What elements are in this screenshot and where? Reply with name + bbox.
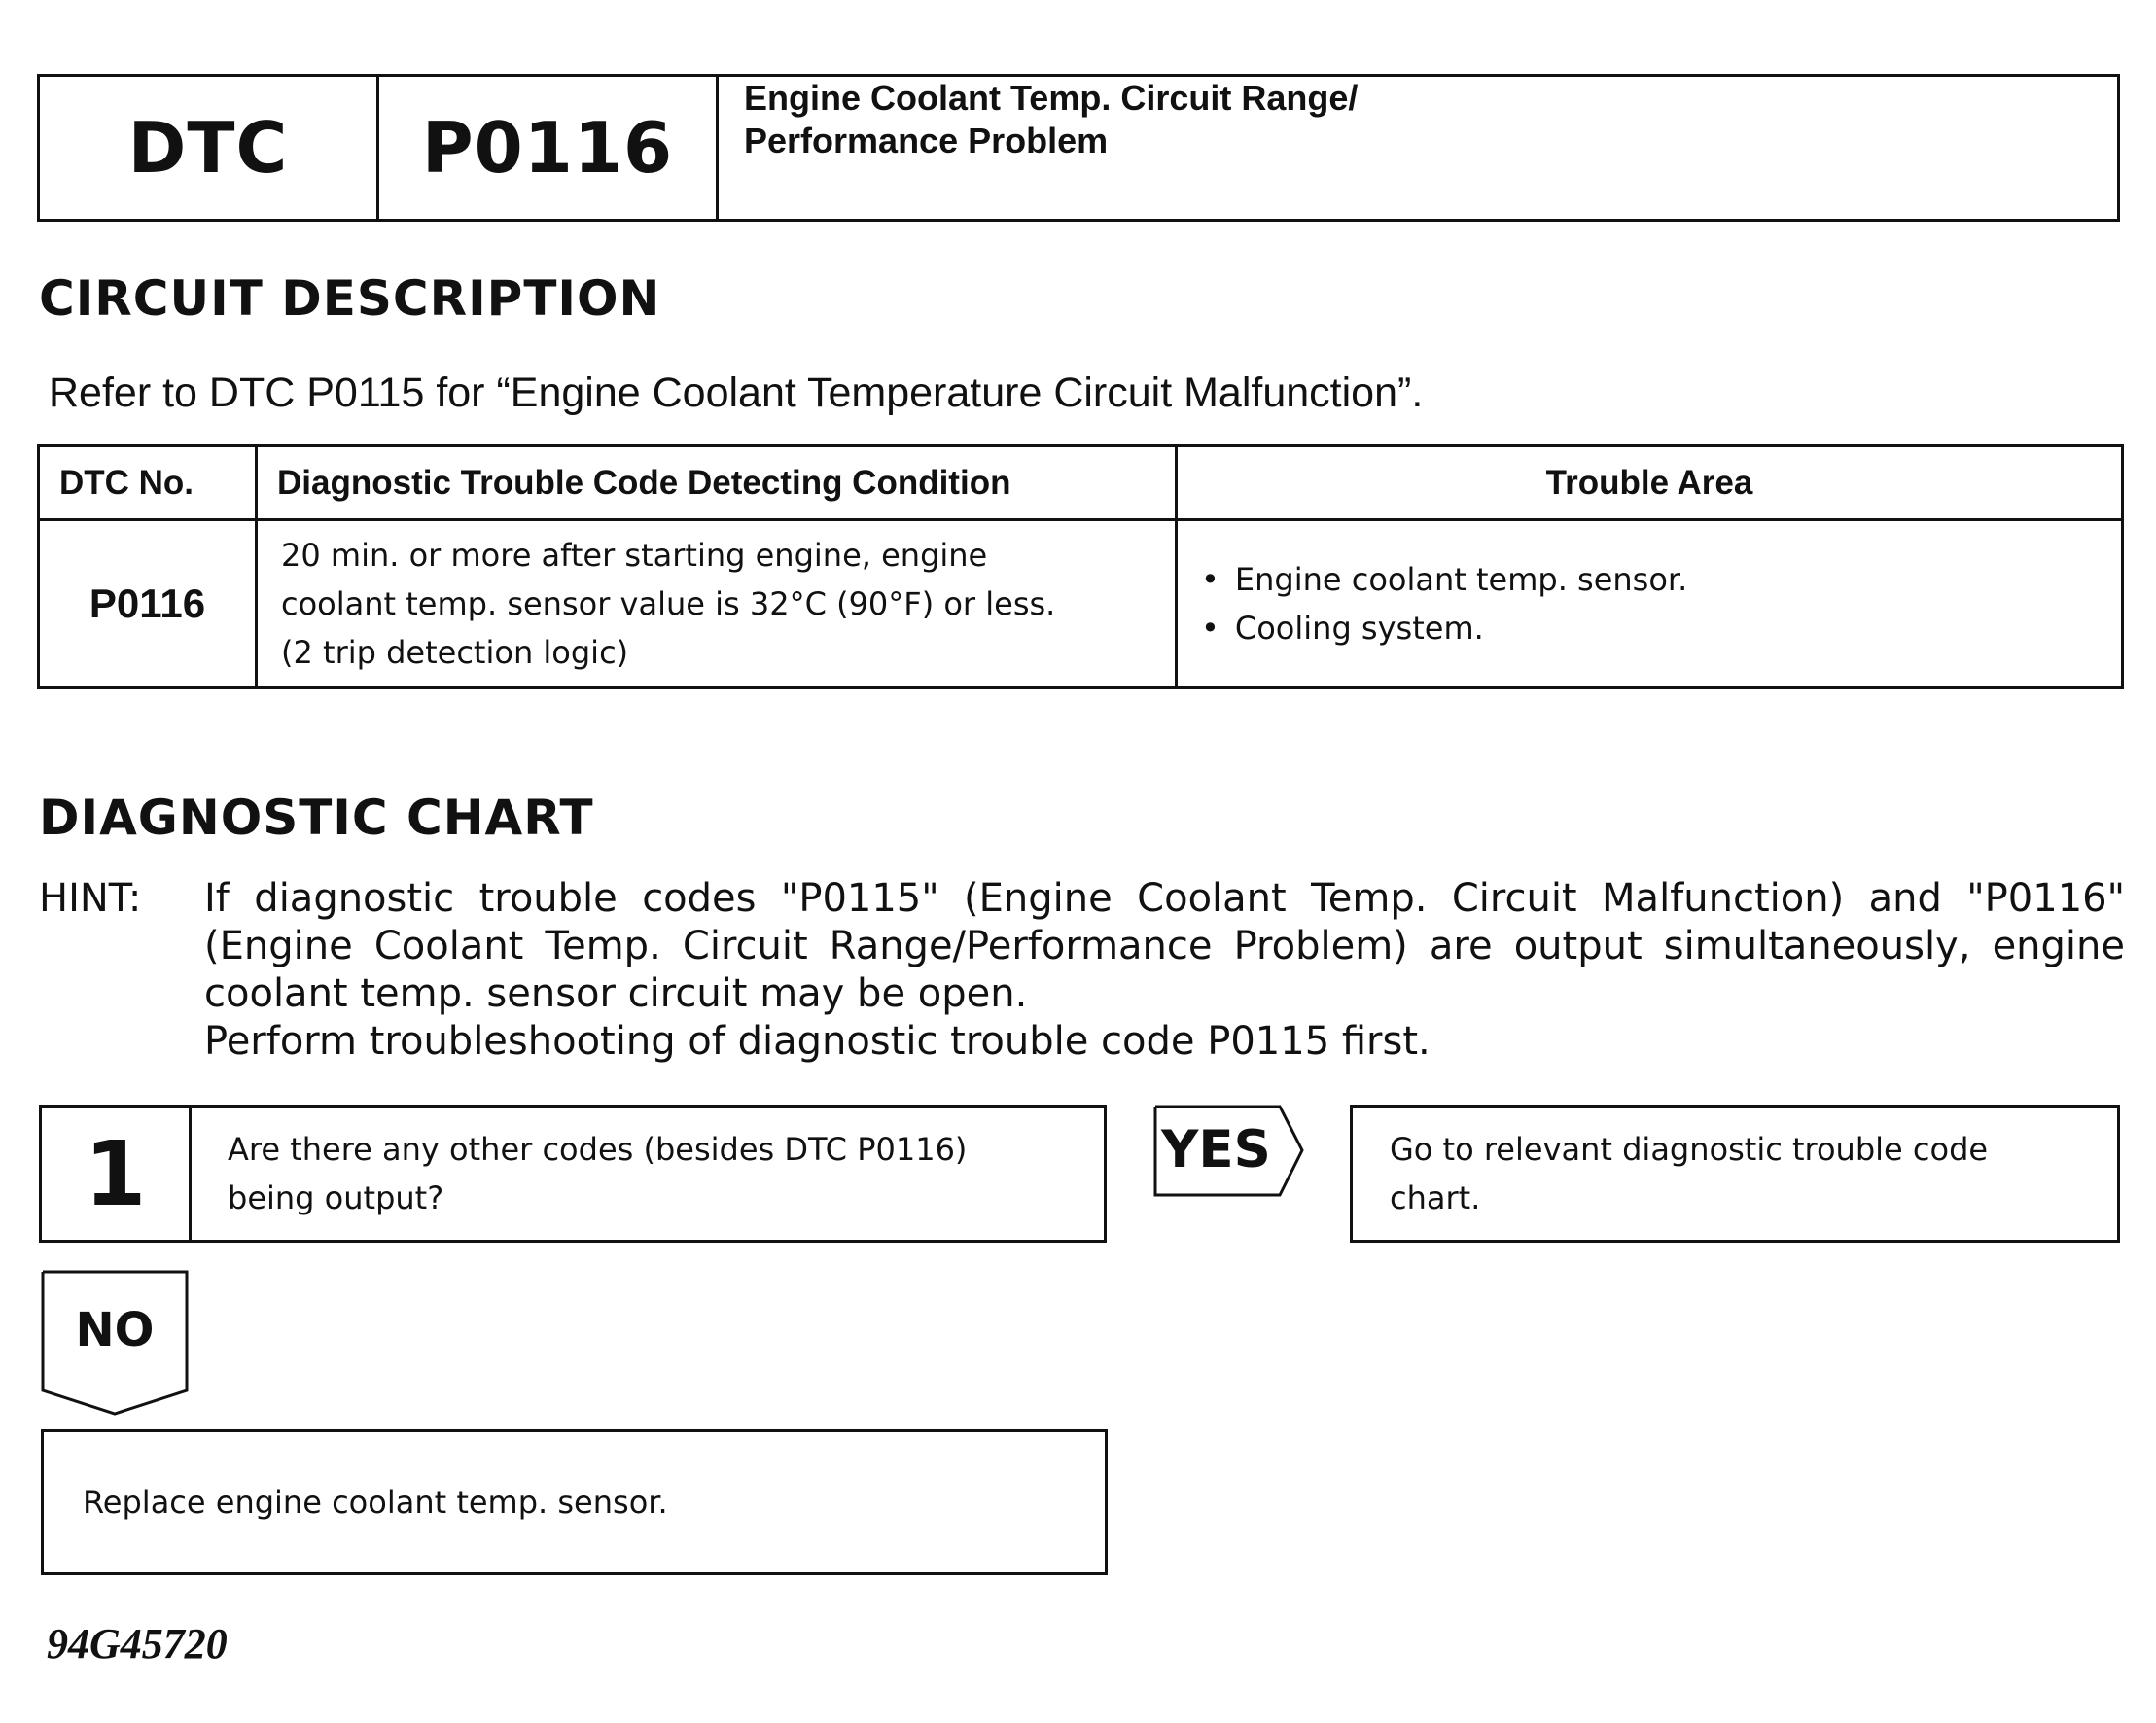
step-question-line-2: being output? [228,1179,444,1216]
table-header-row [39,446,2123,520]
dtc-title-line-1: Engine Coolant Temp. Circuit Range/ [744,78,1359,118]
no-action-box [41,1429,1108,1575]
col-header-condition: Diagnostic Trouble Code Detecting Condition [257,446,1177,520]
hint-block [39,875,2125,1066]
col-header-dtc-no: DTC No. [39,446,257,520]
diagnostic-chart-heading: DIAGNOSTIC CHART [39,790,594,846]
step-question [192,1108,1104,1240]
dtc-code: P0116 [379,77,719,219]
dtc-title [719,77,2117,219]
trouble-area-item: • Engine coolant temp. sensor. [1201,555,2121,604]
figure-id: 94G45720 [47,1620,228,1668]
step-1-box [39,1105,1107,1243]
hint-body [204,875,2125,1066]
circuit-description-heading: CIRCUIT DESCRIPTION [39,270,661,327]
hint-paragraph-1: If diagnostic trouble codes "P0115" (Engine Coolant Temp. Circuit Malfunction) and "P0116" (Engine Coolant Temp. Circuit Range/Performance Problem) are output simultaneously, engine coolant temp. sensor circuit may be open. [204,876,2125,1016]
condition-line-2: coolant temp. sensor value is 32°C (90°F) or less. [281,585,1056,622]
table-row [39,520,2123,688]
yes-action-line-2: chart. [1390,1179,1481,1216]
hint-label: HINT: [39,876,142,921]
condition-line-1: 20 min. or more after starting engine, engine [281,537,988,574]
trouble-area-list [1201,555,2121,652]
dtc-label: DTC [40,77,379,219]
trouble-area-item: • Cooling system. [1201,604,2121,652]
dtc-header [37,74,2120,222]
yes-label: YES [1161,1120,1271,1179]
no-action-text: Replace engine coolant temp. sensor. [83,1484,668,1521]
row-trouble-area [1177,520,2123,688]
col-header-trouble-area: Trouble Area [1177,446,2123,520]
condition-table [37,444,2124,689]
hint-paragraph-2: Perform troubleshooting of diagnostic trouble code P0115 first. [204,1019,1431,1064]
yes-action-line-1: Go to relevant diagnostic trouble code [1390,1131,1989,1168]
refer-text: Refer to DTC P0115 for “Engine Coolant Temperature Circuit Malfunction”. [49,369,1424,416]
step-number: 1 [42,1108,192,1240]
step-question-line-1: Are there any other codes (besides DTC P0116) [228,1131,968,1168]
no-label: NO [75,1303,155,1357]
condition-line-3: (2 trip detection logic) [281,634,629,671]
yes-action-box [1350,1105,2120,1243]
dtc-title-line-2: Performance Problem [744,121,1109,160]
row-dtc-no: P0116 [39,520,257,688]
row-condition [257,520,1177,688]
